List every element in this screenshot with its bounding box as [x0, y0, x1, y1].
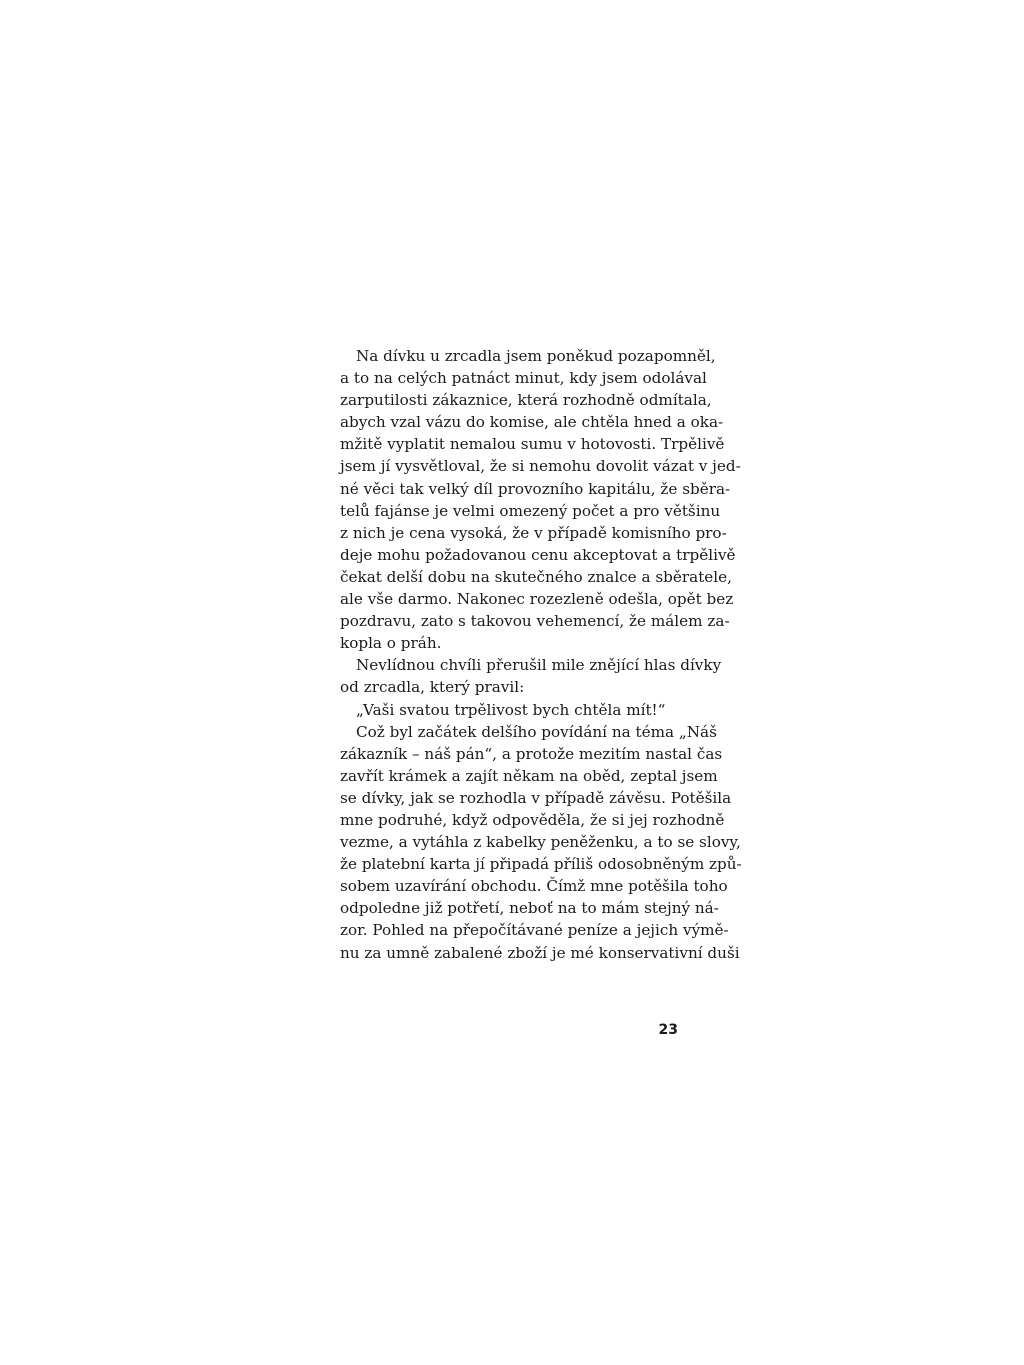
text-line: deje mohu požadovanou cenu akceptovat a trpělivě — [340, 545, 736, 564]
text-line: se dívky, jak se rozhodla v případě závěsu. Potěšila — [340, 788, 732, 807]
text-line: zavřít krámek a zajít někam na oběd, zeptal jsem — [340, 766, 718, 785]
text-line: odpoledne již potřetí, neboť na to mám stejný ná- — [340, 899, 719, 918]
text-line: že platební karta jí připadá příliš odosobněným způ- — [340, 855, 742, 874]
text-line: jsem jí vysvětloval, že si nemohu dovolit vázat v jed- — [340, 457, 741, 476]
text-line: abych vzal vázu do komise, ale chtěla hned a oka- — [340, 413, 724, 432]
text-line: Na dívku u zrcadla jsem poněkud pozapomněl, — [356, 347, 716, 365]
text-line: zákazník – náš pán“, a protože mezitím nastal čas — [340, 744, 723, 763]
text-line: čekat delší dobu na skutečného znalce a sběratele, — [340, 567, 732, 586]
text-line: od zrcadla, který pravil: — [340, 678, 525, 697]
text-line: Což byl začátek delšího povídání na téma „Náš — [356, 722, 717, 741]
text-line: né věci tak velký díl provozního kapitálu, že sběra- — [340, 479, 731, 498]
text-line: sobem uzavírání obchodu. Čímž mne potěšila toho — [340, 877, 728, 896]
body-text — [340, 345, 742, 964]
text-line: kopla o práh. — [340, 634, 442, 653]
text-line: mžitě vyplatit nemalou sumu v hotovosti. Trpělivě — [340, 435, 725, 454]
text-line: zarputilosti zákaznice, která rozhodně odmítala, — [340, 391, 712, 410]
text-line: mne podruhé, když odpověděla, že si jej rozhodně — [340, 810, 725, 829]
text-line: vezme, a vytáhla z kabelky peněženku, a to se slovy, — [340, 833, 741, 852]
text-line: pozdravu, zato s takovou vehemencí, že málem za- — [340, 612, 730, 631]
text-line: „Vaši svatou trpělivost bych chtěla mít!“ — [356, 700, 666, 719]
text-line: nu za umně zabalené zboží je mé konservativní duši — [340, 943, 740, 962]
text-line: Nevlídnou chvíli přerušil mile znějící hlas dívky — [356, 656, 722, 675]
text-line: telů fajánse je velmi omezený počet a pro většinu — [340, 501, 721, 520]
text-line: zor. Pohled na přepočítávané peníze a jejich výmě- — [340, 921, 729, 940]
text-line: z nich je cena vysoká, že v případě komisního pro- — [340, 523, 727, 542]
text-line: a to na celých patnáct minut, kdy jsem odolával — [340, 369, 707, 388]
text-line: ale vše darmo. Nakonec rozezleně odešla, opět bez — [340, 590, 734, 609]
page-number: 23 — [658, 1022, 678, 1038]
